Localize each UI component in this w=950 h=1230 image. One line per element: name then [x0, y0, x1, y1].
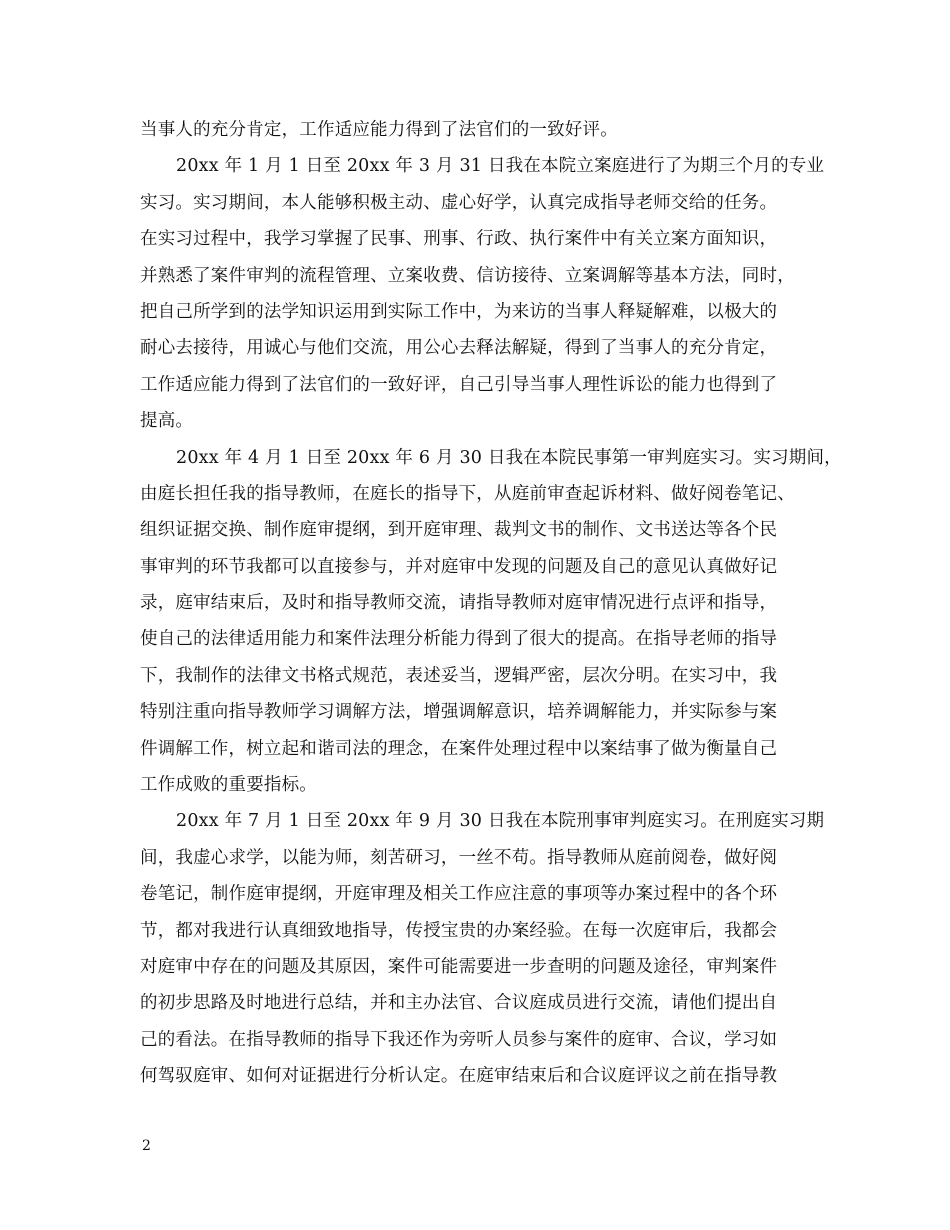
text-line: 件调解工作，树立起和谐司法的理念，在案件处理过程中以案结事了做为衡量自己: [140, 738, 778, 759]
text-line: 当事人的充分肯定，工作适应能力得到了法官们的一致好评。: [140, 120, 618, 140]
text-line: 20xx 年 1 月 1 日至 20xx 年 3 月 31 日我在本院立案庭进行了为期三个月的专业: [176, 156, 825, 177]
text-line: 提高。: [140, 411, 194, 432]
text-line: 对庭审中存在的问题及其原因，案件可能需要进一步查明的问题及途径，审判案件: [140, 956, 778, 977]
text-line: 把自己所学到的法学知识运用到实际工作中，为来访的当事人释疑解难，以极大的: [140, 301, 778, 322]
text-line: 耐心去接待，用诚心与他们交流，用公心去释法解疑，得到了当事人的充分肯定，: [140, 338, 778, 359]
text-line: 事审判的环节我都可以直接参与，并对庭审中发现的问题及自己的意见认真做好记: [140, 556, 778, 577]
text-line: 的初步思路及时地进行总结，并和主办法官、合议庭成员进行交流，请他们提出自: [140, 993, 778, 1014]
text-line: 工作适应能力得到了法官们的一致好评，自己引导当事人理性诉讼的能力也得到了: [140, 374, 778, 395]
text-line: 卷笔记，制作庭审提纲，开庭审理及相关工作应注意的事项等办案过程中的各个环: [140, 884, 778, 905]
text-line: 使自己的法律适用能力和案件法理分析能力得到了很大的提高。在指导老师的指导: [140, 629, 778, 650]
text-line: 间，我虚心求学，以能为师，刻苦研习，一丝不苟。指导教师从庭前阅卷，做好阅: [140, 847, 778, 868]
text-line: 由庭长担任我的指导教师，在庭长的指导下，从庭前审查起诉材料、做好阅卷笔记、: [140, 483, 795, 504]
text-line: 节，都对我进行认真细致地指导，传授宝贵的办案经验。在每一次庭审后，我都会: [140, 920, 778, 941]
text-line: 20xx 年 7 月 1 日至 20xx 年 9 月 30 日我在本院刑事审判庭实习。在刑庭实习期: [176, 811, 825, 832]
text-line: 并熟悉了案件审判的流程管理、立案收费、信访接待、立案调解等基本方法，同时，: [140, 265, 795, 286]
text-line: 下，我制作的法律文书格式规范，表述妥当，逻辑严密，层次分明。在实习中，我: [140, 665, 778, 686]
document-body: [140, 112, 842, 1095]
text-line: 特别注重向指导教师学习调解方法，增强调解意识，培养调解能力，并实际参与案: [140, 702, 778, 723]
page-number: 2: [142, 1138, 151, 1154]
text-line: 组织证据交换、制作庭审提纲，到开庭审理、裁判文书的制作、文书送达等各个民: [140, 520, 778, 541]
text-line: 何驾驭庭审、如何对证据进行分析认定。在庭审结束后和合议庭评议之前在指导教: [140, 1066, 778, 1087]
text-line: 20xx 年 4 月 1 日至 20xx 年 6 月 30 日我在本院民事第一审判庭实习。实习期间，: [176, 447, 842, 468]
text-line: 己的看法。在指导教师的指导下我还作为旁听人员参与案件的庭审、合议，学习如: [140, 1029, 778, 1050]
text-line: 实习。实习期间，本人能够积极主动、虚心好学，认真完成指导老师交给的任务。: [140, 192, 778, 213]
text-line: 在实习过程中，我学习掌握了民事、刑事、行政、执行案件中有关立案方面知识，: [140, 229, 778, 250]
text-line: 工作成败的重要指标。: [140, 775, 317, 796]
text-line: 录，庭审结束后，及时和指导教师交流，请指导教师对庭审情况进行点评和指导，: [140, 593, 778, 614]
